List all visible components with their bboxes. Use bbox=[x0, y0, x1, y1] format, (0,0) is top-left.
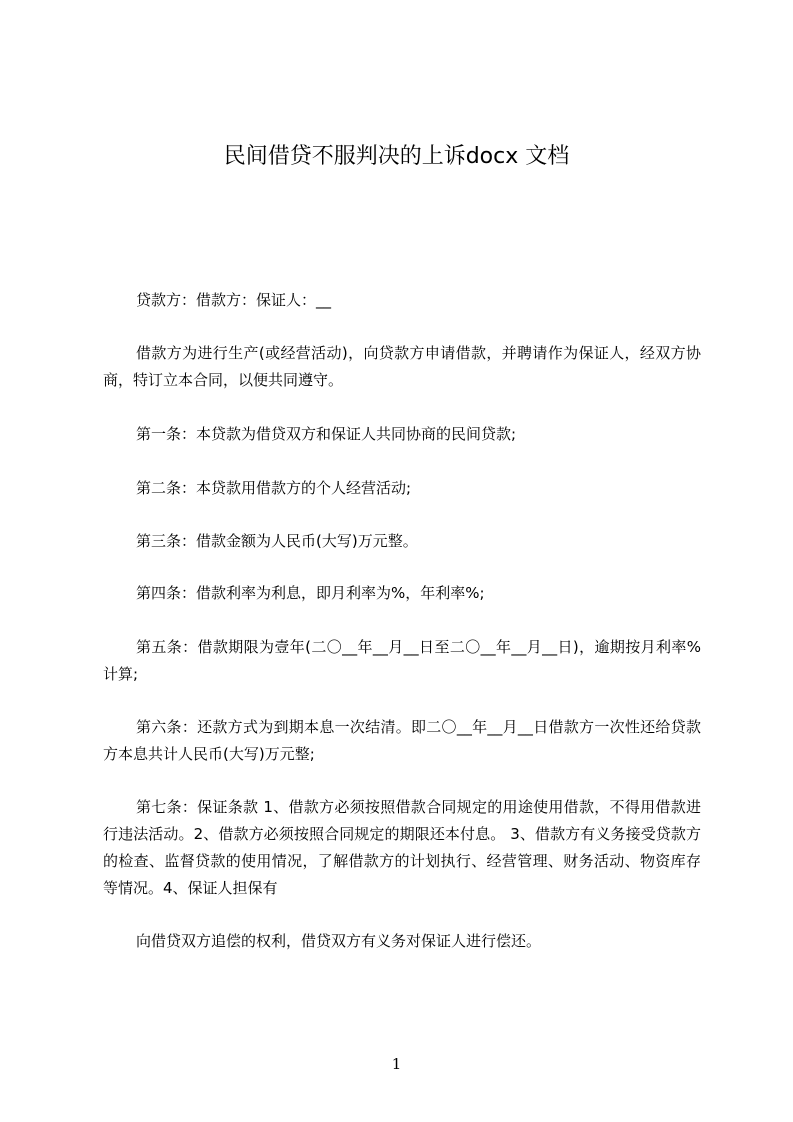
paragraph-guarantor-rights: 向借贷双方追偿的权利，借贷双方有义务对保证人进行偿还。 bbox=[136, 932, 542, 950]
paragraph-article-7: 第七条：保证条款 1、借款方必须按照借款合同规定的用途使用借款，不得用借款进行违法活动。2、借款方必须按照合同规定的期限还本付息。 3、借款方有义务接受贷款方的检查、监督贷款的使用情况，了解借款方的计划执行、经营管理、财务活动、物资库存等情况。4、保证人担保有 bbox=[103, 798, 701, 897]
paragraph-parties: 贷款方：借款方：保证人：__ bbox=[136, 291, 332, 309]
paragraph-article-3: 第三条：借款金额为人民币(大写)万元整。 bbox=[136, 532, 418, 550]
paragraph-article-6: 第六条：还款方式为到期本息一次结清。即二〇__年__月__日借款方一次性还给贷款方本息共计人民币(大写)万元整; bbox=[103, 718, 701, 763]
paragraph-article-4: 第四条：借款利率为利息，即月利率为%，年利率%; bbox=[136, 584, 485, 602]
paragraph-article-5: 第五条：借款期限为壹年(二〇__年__月__日至二〇__年__月__日)，逾期按月利率%计算; bbox=[103, 638, 701, 683]
page-number: 1 bbox=[391, 1055, 402, 1073]
paragraph-preamble: 借款方为进行生产(或经营活动)，向贷款方申请借款，并聘请作为保证人，经双方协商，特订立本合同，以便共同遵守。 bbox=[103, 344, 701, 389]
document-title: 民间借贷不服判决的上诉docx 文档 bbox=[223, 144, 570, 169]
paragraph-article-2: 第二条：本贷款用借款方的个人经营活动; bbox=[136, 479, 412, 497]
paragraph-article-1: 第一条：本贷款为借贷双方和保证人共同协商的民间贷款; bbox=[136, 425, 517, 443]
